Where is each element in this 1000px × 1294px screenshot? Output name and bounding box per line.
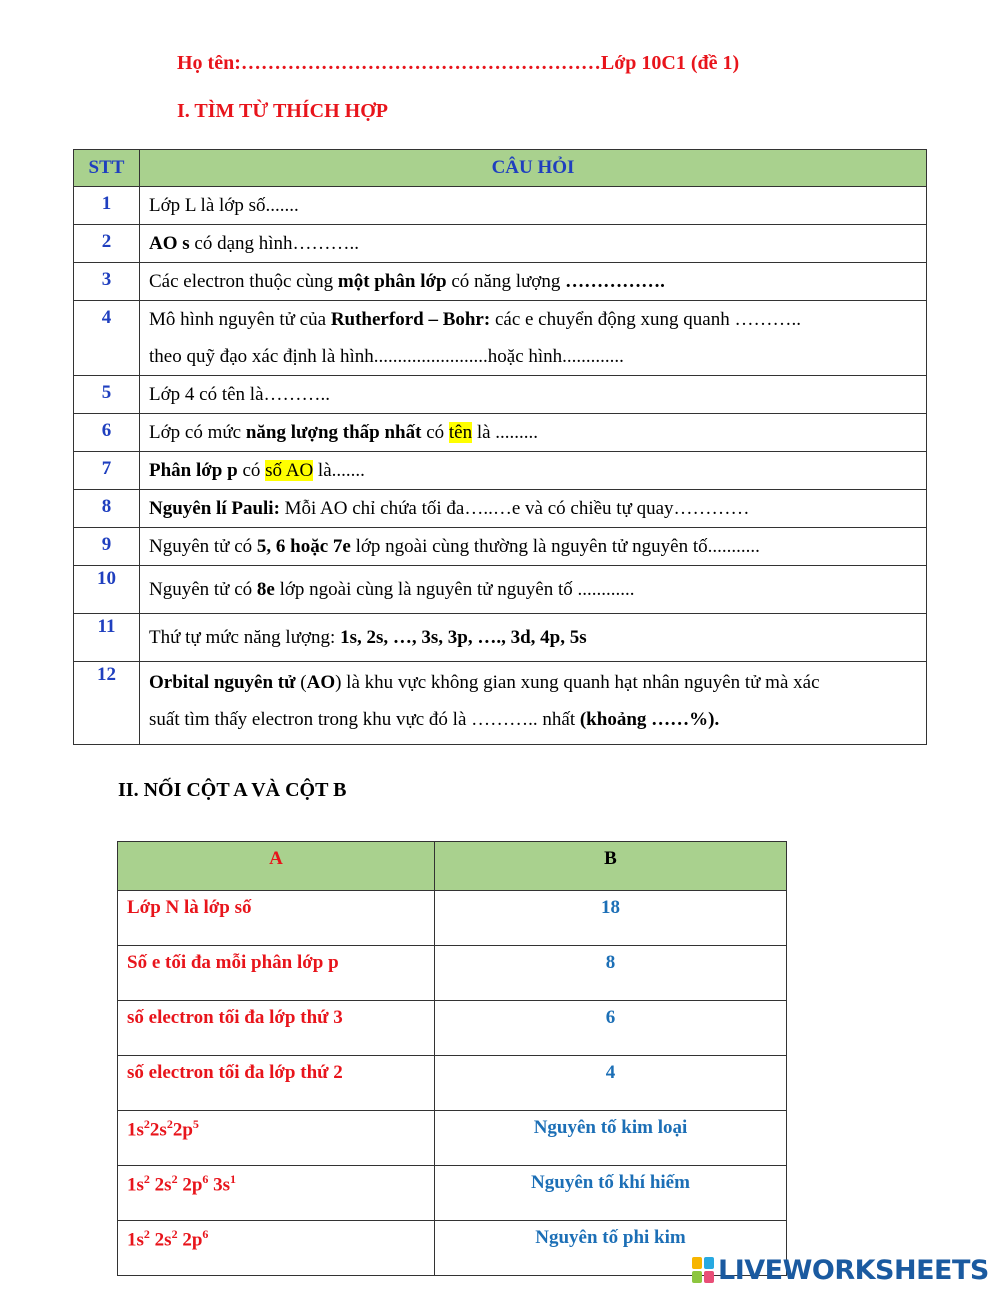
column-b-item[interactable]: Nguyên tố kim loại [435,1111,787,1166]
column-a-electron-config[interactable]: $1s^22s^22p^5$ [118,1111,435,1166]
column-a-item[interactable]: số electron tối đa lớp thứ 3 [118,1001,435,1056]
question-text: Nguyên tử có 5, 6 hoặc 7e lớp ngoài cùng thường là nguyên tử nguyên tố........... [140,528,927,566]
row-number: 5 [74,376,140,414]
table-row [74,490,927,528]
table-row [118,946,787,1001]
liveworksheets-logo [692,1254,989,1286]
column-b-item[interactable]: 8 [435,946,787,1001]
student-name-class-line: Họ tên:………………………………………………Lớp 10C1 (đề 1) [177,52,740,74]
column-b-item[interactable]: 4 [435,1056,787,1111]
col-b-header: B [435,842,787,891]
table-row [74,301,927,376]
row-number: 9 [74,528,140,566]
column-a-item[interactable]: số electron tối đa lớp thứ 2 [118,1056,435,1111]
column-b-item[interactable]: 6 [435,1001,787,1056]
table-row [118,1111,787,1166]
row-number: 2 [74,225,140,263]
column-a-item[interactable]: Số e tối đa mỗi phân lớp p [118,946,435,1001]
table-row [118,1166,787,1221]
logo-text: LIVEWORKSHEETS [718,1254,989,1286]
table-row [118,1056,787,1111]
column-b-item[interactable]: 18 [435,891,787,946]
questions-header-row [74,150,927,187]
col-question-header: CÂU HỎI [140,150,927,187]
question-text: Mô hình nguyên tử của Rutherford – Bohr: các e chuyển động xung quanh ……….. theo quỹ đạo xác định là hình........................hoặc hình............. [140,301,927,376]
table-row [118,1001,787,1056]
column-b-item[interactable]: Nguyên tố khí hiếm [435,1166,787,1221]
row-number: 3 [74,263,140,301]
table-row [74,263,927,301]
question-text: Phân lớp p có số AO là....... [140,452,927,490]
table-row [74,662,927,745]
table-row [118,1221,787,1276]
table-row [74,187,927,225]
table-row [74,528,927,566]
row-number: 1 [74,187,140,225]
question-text: Lớp L là lớp số....... [140,187,927,225]
liveworksheets-logo-icon [692,1257,714,1283]
questions-table [73,149,927,745]
row-number: 11 [74,614,140,662]
row-number: 7 [74,452,140,490]
column-b-item[interactable]: Nguyên tố phi kim [435,1221,787,1276]
question-text: Nguyên lí Pauli: Mỗi AO chỉ chứa tối đa…..…e và có chiều tự quay………… [140,490,927,528]
table-row [74,376,927,414]
table-row [74,452,927,490]
question-text: Các electron thuộc cùng một phân lớp có năng lượng ……………. [140,263,927,301]
question-text: AO s có dạng hình……….. [140,225,927,263]
question-text: Lớp 4 có tên là……….. [140,376,927,414]
col-stt-header: STT [74,150,140,187]
col-a-header: A [118,842,435,891]
row-number: 10 [74,566,140,614]
question-text: Lớp có mức năng lượng thấp nhất có tên là ......... [140,414,927,452]
question-text: Thứ tự mức năng lượng: 1s, 2s, …, 3s, 3p, …., 3d, 4p, 5s [140,614,927,662]
matching-header-row [118,842,787,891]
row-number: 4 [74,301,140,376]
table-row [74,414,927,452]
table-row [118,891,787,946]
column-a-electron-config[interactable]: $1s^2$ $2s^2$ $2p^6$ [118,1221,435,1276]
row-number: 6 [74,414,140,452]
row-number: 8 [74,490,140,528]
question-text: Orbital nguyên tử (AO) là khu vực không gian xung quanh hạt nhân nguyên tử mà xác suất tìm thấy electron trong khu vực đó là ……….. nhất (khoảng ……%). [140,662,927,745]
matching-table [117,841,787,1276]
section-2-title: II. NỐI CỘT A VÀ CỘT B [118,779,347,801]
table-row [74,225,927,263]
question-text: Nguyên tử có 8e lớp ngoài cùng là nguyên tử nguyên tố ............ [140,566,927,614]
column-a-item[interactable]: Lớp N là lớp số [118,891,435,946]
row-number: 12 [74,662,140,745]
section-1-title: I. TÌM TỪ THÍCH HỢP [177,100,388,122]
table-row [74,566,927,614]
column-a-electron-config[interactable]: $1s^2$ $2s^2$ $2p^6$ $3s^1$ [118,1166,435,1221]
table-row [74,614,927,662]
